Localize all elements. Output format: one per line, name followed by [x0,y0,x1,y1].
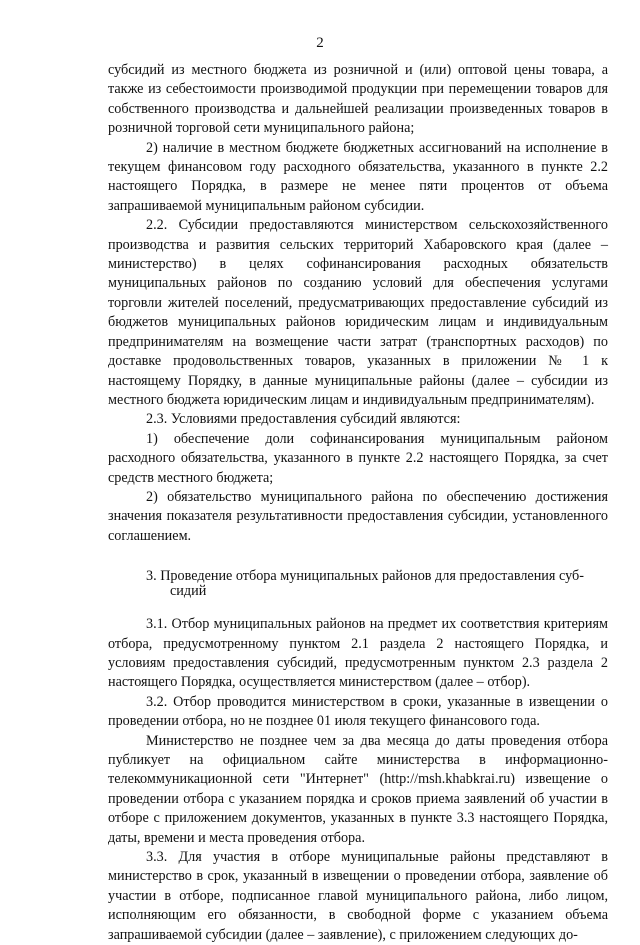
paragraph-announcement: Министерство не позднее чем за два месяца до даты проведения отбора публикует на официальном сайте министерства в информационно-телекоммуникационной сети "Интернет" (http://msh.khabkrai.ru) извещение о проведении отбора с указанием порядка и сроков приема заявлений об участии в отборе с приложением документов, указанных в пункте 3.3 настоящего Порядка, даты, времени и места проведения отбора. [108,732,608,846]
paragraph-2-3-item-1: 1) обеспечение доли софинансирования муниципальным районом расходного обязательства, указанного в пункте 2.2 настоящего Порядка, за счет средств местного бюджета; [108,430,608,486]
document-body [108,61,608,945]
paragraph-2-2: 2.2. Субсидии предоставляются министерством сельскохозяйственного производства и развития сельских территорий Хабаровского края (далее – министерство) в целях софинансирования расходных обязательств муниципальных районов по созданию условий для обеспечения услугами торговли жителей поселений, предусматривающих предоставление субсидий из бюджетов муниципальных районов юридическим лицам и индивидуальным предпринимателям на возмещение части затрат (транспортных расходов) по доставке продовольственных товаров, указанных в приложении № 1 к настоящему Порядку, в данные муниципальные районы (далее – субсидии из местного бюджета юридическим лицам и индивидуальным предпринимателям). [108,217,608,408]
paragraph-condition-2: 2) наличие в местном бюджете бюджетных ассигнований на исполнение в текущем финансовом году расходного обязательства, указанного в пункте 2.2 настоящего Порядка, в размере не менее пяти процентов от объема запрашиваемой муниципальным районом субсидии. [108,139,608,214]
paragraph-2-3: 2.3. Условиями предоставления субсидий являются: [146,411,461,428]
paragraph-continuation: субсидий из местного бюджета из розничной и (или) оптовой цены товара, а также из себестоимости производимой продукции при перемещении товаров для собственного производства и дальнейшей реализации произведенных товаров в розничной торговой сети муниципального района; [108,62,608,137]
paragraph-2-3-item-2: 2) обязательство муниципального района по обеспечению достижения значения показателя результативности предоставления субсидии, установленного соглашением. [108,488,608,544]
page-number: 2 [316,35,324,51]
paragraph-3-2: 3.2. Отбор проводится министерством в сроки, указанные в извещении о проведении отбора, но не позднее 01 июля текущего финансового года. [108,693,608,730]
section-heading-line1: 3. Проведение отбора муниципальных районов для предоставления суб- [146,568,584,585]
section-heading [108,569,608,599]
section-heading-line2: сидий [170,583,207,600]
paragraph-3-3: 3.3. Для участия в отборе муниципальные районы представляют в министерство в срок, указанный в извещении о проведении отбора, заявление об участии в отборе, подписанное главой муниципального района, либо лицом, исполняющим его обязанности, в свободной форме с указанием объема запрашиваемой субсидии (далее – заявление), с приложением следующих до- [108,849,608,943]
paragraph-3-1: 3.1. Отбор муниципальных районов на предмет их соответствия критериям отбора, предусмотренному пунктом 2.1 раздела 2 настоящего Порядка, и условиям предоставления субсидий, предусмотренным пунктом 2.3 раздела 2 настоящего Порядка, осуществляется министерством (далее – отбор). [108,616,608,691]
spacer [108,599,608,615]
